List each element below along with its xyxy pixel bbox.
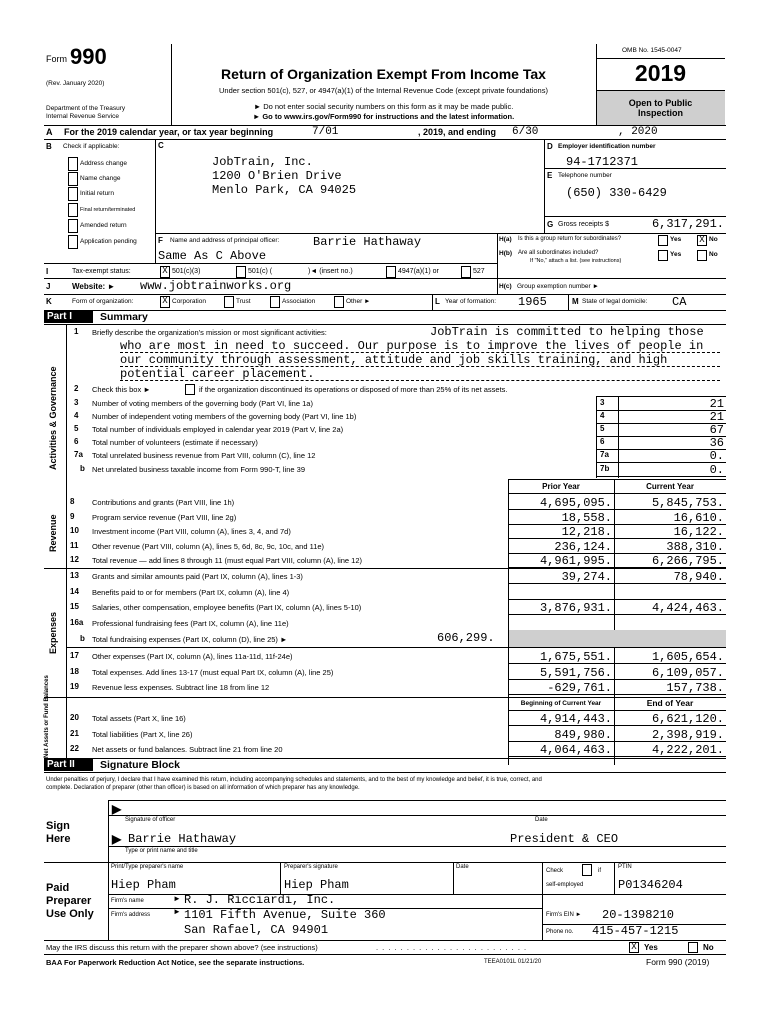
line-f-label: F bbox=[158, 236, 163, 245]
501c3-checkbox[interactable]: X bbox=[160, 266, 170, 278]
line-hb-text: Are all subordinates included? bbox=[518, 250, 599, 256]
sign-arrow-icon: ▶ bbox=[112, 802, 122, 816]
line-text: Total assets (Part X, line 16) bbox=[92, 714, 186, 723]
gov-line-value[interactable]: 21 bbox=[709, 397, 724, 411]
line-hb-note: If "No," attach a list. (see instructions) bbox=[530, 258, 622, 264]
line-text: Other revenue (Part VIII, column (A), lines 5, 6d, 8c, 9c, 10c, and 11e) bbox=[92, 541, 325, 551]
line-num: 22 bbox=[70, 744, 79, 753]
line-num: 16a bbox=[70, 617, 84, 627]
association-label: Association bbox=[282, 298, 316, 305]
line-f-text: Name and address of principal officer: bbox=[170, 237, 280, 244]
other-checkbox[interactable] bbox=[334, 296, 344, 308]
mission-line-2[interactable]: who are most in need to succeed. Our purpose is to improve the lives of people in bbox=[120, 339, 704, 353]
current-year-value[interactable]: 6,621,120. bbox=[651, 712, 724, 726]
type-name-label: Type or print name and title bbox=[125, 848, 198, 854]
firm-address-1[interactable]: 1101 Fifth Avenue, Suite 360 bbox=[184, 908, 386, 922]
mission-line-4[interactable]: potential career placement. bbox=[120, 367, 315, 381]
line-text: Program service revenue (Part VIII, line 2g) bbox=[92, 512, 237, 522]
omb-number: OMB No. 1545-0047 bbox=[622, 47, 682, 54]
line-num: 12 bbox=[70, 555, 79, 564]
use-only-label: Use Only bbox=[46, 908, 94, 920]
line-ha-label: H(a) bbox=[499, 236, 512, 243]
gov-line-num: b bbox=[80, 464, 85, 473]
self-employed-checkbox[interactable] bbox=[582, 864, 592, 876]
gross-receipts-value[interactable]: 6,317,291. bbox=[651, 217, 724, 231]
current-year-value[interactable]: 157,738. bbox=[666, 681, 724, 695]
amended-return-checkbox[interactable] bbox=[68, 219, 78, 233]
amended-return-label: Amended return bbox=[80, 222, 127, 229]
current-year-value[interactable]: 6,109,057. bbox=[651, 665, 724, 680]
line-text: Benefits paid to or for members (Part IX, column (A), line 4) bbox=[92, 587, 290, 597]
firm-name-arrow-icon: ► bbox=[173, 894, 181, 903]
final-return-label: Final return/terminated bbox=[80, 207, 136, 213]
gov-line-box: 6 bbox=[600, 437, 605, 446]
gov-line-value[interactable]: 21 bbox=[709, 410, 724, 424]
other-label: Other ► bbox=[346, 298, 371, 305]
gov-line-text: Total number of volunteers (estimate if necessary) bbox=[92, 438, 258, 447]
line-num: 15 bbox=[70, 602, 79, 611]
line-a-text: For the 2019 calendar year, or tax year beginning bbox=[64, 127, 274, 137]
firm-address-label: Firm's address bbox=[111, 912, 151, 918]
gov-line-box: 5 bbox=[600, 424, 605, 433]
line-16b-num: b bbox=[80, 634, 85, 643]
org-address[interactable]: 1200 O'Brien Drive bbox=[212, 169, 342, 183]
line-a-mid: , 2019, and ending bbox=[418, 127, 497, 137]
line-ha-text: Is this a group return for subordinates? bbox=[518, 236, 622, 242]
gov-line-num: 7a bbox=[74, 450, 83, 459]
line-i-text: Tax-exempt status: bbox=[72, 268, 131, 275]
hb-no-label: No bbox=[709, 251, 718, 258]
line-b-label: B bbox=[46, 142, 52, 151]
org-city[interactable]: Menlo Park, CA 94025 bbox=[212, 183, 357, 197]
here-label: Here bbox=[46, 833, 71, 845]
current-year-value[interactable]: 16,122. bbox=[673, 525, 724, 539]
inspection: Inspection bbox=[637, 108, 683, 118]
prep-name-label: Print/Type preparer's name bbox=[111, 864, 184, 870]
line-k-label: K bbox=[46, 297, 52, 306]
line-num: 8 bbox=[70, 497, 75, 506]
gov-line-text: Number of voting members of the governing body (Part VI, line 1a) bbox=[92, 399, 313, 408]
officer-title[interactable]: President & CEO bbox=[510, 832, 619, 846]
prior-year-value[interactable]: 1,675,551. bbox=[539, 650, 612, 664]
4947-checkbox[interactable] bbox=[386, 266, 396, 278]
line-hc-label: H(c) bbox=[499, 283, 512, 290]
line-g-label: G bbox=[547, 220, 554, 229]
prep-date-label: Date bbox=[456, 864, 469, 870]
gov-line-text: Number of independent voting members of the governing body (Part VI, line 1b) bbox=[92, 412, 357, 421]
initial-return-checkbox[interactable] bbox=[68, 187, 78, 201]
part-2-tag: Part II bbox=[44, 759, 93, 771]
gov-line-box: 7a bbox=[600, 450, 609, 459]
line-num: 18 bbox=[70, 666, 79, 676]
line-num: 9 bbox=[70, 511, 75, 521]
address-change-label: Address change bbox=[80, 160, 127, 167]
side-label-revenue: Revenue bbox=[48, 514, 58, 552]
preparer-name[interactable]: Hiep Pham bbox=[111, 878, 176, 892]
instructions-note: ► Go to www.irs.gov/Form990 for instructions and the latest information. bbox=[252, 112, 515, 121]
501c-label: 501(c) ( bbox=[248, 268, 273, 275]
ha-yes-checkbox[interactable] bbox=[658, 235, 668, 246]
line-1-text: Briefly describe the organization's mission or most significant activities: bbox=[92, 328, 327, 337]
gov-line-num: 6 bbox=[74, 437, 79, 446]
eoy-header: End of Year bbox=[646, 698, 694, 708]
name-change-label: Name change bbox=[80, 175, 121, 182]
hb-no-checkbox[interactable] bbox=[697, 250, 707, 261]
discuss-no-label: No bbox=[703, 943, 714, 952]
tax-year-end[interactable]: 6/30 bbox=[512, 126, 539, 138]
line-l-label: L bbox=[435, 297, 440, 306]
prior-year-value[interactable]: 4,961,995. bbox=[539, 554, 612, 568]
tax-year: 2019 bbox=[634, 60, 687, 86]
hb-yes-label: Yes bbox=[670, 251, 682, 258]
gov-line-text: Total unrelated business revenue from Part VIII, column (C), line 12 bbox=[92, 451, 316, 460]
gov-line-value[interactable]: 0. bbox=[709, 463, 724, 477]
ha-no-checkbox[interactable]: X bbox=[697, 235, 707, 246]
discuss-question: May the IRS discuss this return with the preparer shown above? (see instructions) bbox=[46, 943, 318, 952]
tax-year-end-year[interactable]: , 2020 bbox=[618, 126, 658, 138]
discontinued-checkbox[interactable] bbox=[185, 384, 195, 395]
initial-return-label: Initial return bbox=[80, 190, 114, 197]
gov-line-box: 4 bbox=[600, 411, 605, 420]
current-year-value[interactable]: 388,310. bbox=[666, 539, 724, 554]
check-label: Check bbox=[546, 868, 564, 874]
line-num: 10 bbox=[70, 526, 79, 535]
footer-form: Form 990 (2019) bbox=[646, 957, 710, 967]
prior-year-value[interactable]: 4,695,095. bbox=[539, 496, 612, 510]
baa-notice: BAA For Paperwork Reduction Act Notice, see the separate instructions. bbox=[46, 958, 305, 967]
form-number: 990 bbox=[70, 44, 107, 69]
527-checkbox[interactable] bbox=[461, 266, 471, 278]
gov-line-box: 3 bbox=[600, 398, 605, 407]
line-c-label: C bbox=[158, 141, 164, 150]
line-k-text: Form of organization: bbox=[72, 298, 134, 305]
sign-label: Sign bbox=[46, 820, 70, 832]
prior-year-value[interactable]: 18,558. bbox=[561, 510, 612, 525]
line-m-text: State of legal domicile: bbox=[582, 298, 648, 305]
line-text: Salaries, other compensation, employee benefits (Part IX, column (A), lines 5-10) bbox=[92, 603, 362, 612]
line-text: Revenue less expenses. Subtract line 18 from line 12 bbox=[92, 683, 270, 692]
part-2-title: Signature Block bbox=[100, 759, 180, 771]
current-year-value[interactable]: 78,940. bbox=[673, 570, 724, 584]
org-name[interactable]: JobTrain, Inc. bbox=[212, 155, 313, 169]
line-g-text: Gross receipts $ bbox=[558, 221, 609, 228]
current-year-header: Current Year bbox=[646, 482, 694, 491]
mission-line-1[interactable]: JobTrain is committed to helping those bbox=[430, 325, 704, 339]
line-e-label: E bbox=[547, 171, 553, 180]
line-e-text: Telephone number bbox=[558, 172, 612, 179]
line-1-num: 1 bbox=[74, 327, 79, 336]
prior-year-value[interactable]: 39,274. bbox=[561, 570, 612, 584]
application-pending-label: Application pending bbox=[80, 238, 137, 245]
firm-address-arrow-icon: ► bbox=[173, 907, 181, 916]
line-num: 20 bbox=[70, 713, 79, 722]
final-return-checkbox[interactable] bbox=[68, 203, 78, 217]
ptin-value[interactable]: P01346204 bbox=[618, 878, 683, 892]
corporation-label: Corporation bbox=[172, 298, 206, 305]
line-num: 13 bbox=[70, 571, 79, 580]
side-label-governance: Activities & Governance bbox=[48, 366, 58, 470]
line-2-num: 2 bbox=[74, 384, 79, 393]
firm-phone[interactable]: 415-457-1215 bbox=[592, 924, 679, 938]
form-title: Return of Organization Exempt From Income Tax bbox=[221, 66, 546, 82]
line-hb-label: H(b) bbox=[499, 250, 512, 257]
line-text: Total revenue — add lines 8 through 11 (must equal Part VIII, column (A), line 12) bbox=[92, 556, 362, 565]
prior-year-value[interactable]: 3,876,931. bbox=[539, 601, 612, 615]
if-label: if bbox=[598, 868, 601, 874]
form-code: TEEA0101L 01/21/20 bbox=[484, 959, 542, 965]
ha-yes-label: Yes bbox=[670, 236, 682, 243]
prep-sig-label: Preparer's signature bbox=[284, 864, 338, 870]
line-m-label: M bbox=[572, 297, 579, 306]
discuss-yes-checkbox[interactable]: X bbox=[629, 942, 639, 953]
gov-line-box: 7b bbox=[600, 464, 610, 473]
application-pending-checkbox[interactable] bbox=[68, 235, 78, 249]
preparer-signature[interactable]: Hiep Pham bbox=[284, 878, 349, 892]
date-label: Date bbox=[535, 817, 548, 823]
state-value[interactable]: CA bbox=[672, 295, 687, 309]
line-text: Professional fundraising fees (Part IX, column (A), line 11e) bbox=[92, 618, 289, 628]
prior-year-value[interactable]: 5,591,756. bbox=[539, 665, 612, 680]
side-label-net-assets: Net Assets or Fund Balances bbox=[44, 675, 50, 758]
firm-ein[interactable]: 20-1398210 bbox=[602, 908, 675, 922]
line-l-text: Year of formation: bbox=[445, 298, 497, 305]
perjury-line-1: Under penalties of perjury, I declare that I have examined this return, including accompanying schedules and statements, and to the best of my knowledge and belief, it is true, correct, and bbox=[46, 777, 542, 783]
irs-label: Internal Revenue Service bbox=[46, 113, 119, 120]
gov-line-num: 4 bbox=[74, 411, 79, 420]
website-value[interactable]: www.jobtrainworks.org bbox=[140, 279, 292, 293]
form-revision: (Rev. January 2020) bbox=[46, 80, 105, 87]
prior-year-value[interactable]: 236,124. bbox=[554, 539, 612, 554]
boy-header: Beginning of Current Year bbox=[520, 700, 602, 707]
formation-year[interactable]: 1965 bbox=[518, 295, 547, 309]
gov-line-num: 5 bbox=[74, 424, 79, 433]
paid-label: Paid bbox=[46, 882, 70, 894]
treasury-dept: Department of the Treasury bbox=[46, 105, 126, 112]
line-b-text: Check if applicable: bbox=[63, 143, 120, 150]
insert-no-label: )◄ (insert no.) bbox=[308, 268, 353, 275]
association-checkbox[interactable] bbox=[270, 296, 280, 308]
preparer-label: Preparer bbox=[46, 895, 92, 907]
current-year-value[interactable]: 4,424,463. bbox=[651, 601, 724, 615]
prior-year-value[interactable]: 4,914,443. bbox=[539, 712, 612, 726]
perjury-line-2: complete. Declaration of preparer (other than officer) is based on all information of which preparer has any knowledge. bbox=[46, 785, 360, 791]
part-1-title: Summary bbox=[100, 311, 148, 323]
self-employed-label: self-employed bbox=[546, 882, 584, 888]
prior-year-value[interactable]: 12,218. bbox=[561, 525, 612, 539]
line-j-label: J bbox=[46, 282, 51, 291]
corporation-checkbox[interactable]: X bbox=[160, 296, 170, 308]
4947-label: 4947(a)(1) or bbox=[398, 268, 439, 275]
officer-name[interactable]: Barrie Hathaway bbox=[128, 832, 237, 846]
line-num: 14 bbox=[70, 586, 79, 596]
line-d-text: Employer identification number bbox=[558, 143, 656, 150]
527-label: 527 bbox=[473, 268, 485, 275]
firm-name-label: Firm's name bbox=[111, 898, 144, 904]
line-text: Investment income (Part VIII, column (A), lines 3, 4, and 7d) bbox=[92, 527, 291, 536]
line-num: 19 bbox=[70, 682, 79, 691]
current-year-value[interactable]: 2,398,919. bbox=[651, 727, 724, 742]
current-year-value[interactable]: 6,266,795. bbox=[651, 554, 724, 568]
tax-year-begin[interactable]: 7/01 bbox=[312, 126, 339, 138]
501c-checkbox[interactable] bbox=[236, 266, 246, 278]
phone-value[interactable]: (650) 330-6429 bbox=[566, 186, 667, 200]
name-change-checkbox[interactable] bbox=[68, 172, 78, 186]
name-arrow-icon: ▶ bbox=[112, 832, 122, 846]
gov-line-value[interactable]: 0. bbox=[709, 449, 724, 463]
gov-line-value[interactable]: 36 bbox=[709, 436, 724, 450]
line-text: Grants and similar amounts paid (Part IX, column (A), lines 1-3) bbox=[92, 572, 303, 581]
firm-name[interactable]: R. J. Ricciardi, Inc. bbox=[184, 893, 336, 907]
line-16b-text: Total fundraising expenses (Part IX, column (D), line 25) ► bbox=[92, 635, 288, 644]
ssn-note: ► Do not enter social security numbers on this form as it may be made public. bbox=[253, 102, 514, 111]
gov-line-text: Net unrelated business taxable income from Form 990-T, line 39 bbox=[92, 465, 306, 474]
current-year-value[interactable]: 16,610. bbox=[673, 510, 724, 525]
discuss-yes-label: Yes bbox=[644, 943, 658, 952]
phone-label: Phone no. bbox=[546, 929, 574, 935]
current-year-value[interactable]: 1,605,654. bbox=[651, 650, 724, 664]
line-16b-value[interactable]: 606,299. bbox=[437, 631, 495, 645]
firm-ein-label: Firm's EIN ► bbox=[546, 912, 582, 918]
line-text: Contributions and grants (Part VIII, line 1h) bbox=[92, 498, 235, 507]
principal-officer-address[interactable]: Same As C Above bbox=[158, 249, 267, 263]
line-d-label: D bbox=[547, 142, 553, 151]
prior-year-header: Prior Year bbox=[542, 482, 580, 491]
line-num: 17 bbox=[70, 651, 79, 660]
form-label: Form bbox=[46, 54, 67, 64]
hb-yes-checkbox[interactable] bbox=[658, 250, 668, 261]
line-text: Total expenses. Add lines 13-17 (must equal Part IX, column (A), line 25) bbox=[92, 667, 334, 677]
prior-year-value[interactable]: 849,980. bbox=[554, 727, 612, 742]
line-a-label: A bbox=[46, 127, 53, 137]
form-subtitle: Under section 501(c), 527, or 4947(a)(1) of the Internal Revenue Code (except private foundations) bbox=[219, 86, 548, 95]
discuss-no-checkbox[interactable] bbox=[688, 942, 698, 953]
gov-line-value[interactable]: 67 bbox=[709, 423, 724, 437]
discuss-leader: . . . . . . . . . . . . . . . . . . . . . . . . . bbox=[376, 943, 528, 952]
trust-checkbox[interactable] bbox=[224, 296, 234, 308]
line-num: 21 bbox=[70, 728, 79, 738]
ptin-label: PTIN bbox=[618, 864, 632, 870]
ein-value[interactable]: 94-1712371 bbox=[566, 155, 639, 169]
trust-label: Trust bbox=[236, 298, 251, 305]
prior-year-value[interactable]: 4,064,463. bbox=[539, 743, 612, 757]
line-text: Total liabilities (Part X, line 26) bbox=[92, 729, 193, 739]
mission-line-3[interactable]: our community through assessment, attitude and job skills training, and high bbox=[120, 353, 668, 367]
address-change-checkbox[interactable] bbox=[68, 157, 78, 171]
501c3-label: 501(c)(3) bbox=[172, 268, 201, 275]
open-to-public: Open to Public bbox=[628, 98, 693, 108]
line-num: 11 bbox=[70, 540, 79, 550]
ha-no-label: No bbox=[709, 236, 718, 243]
gov-line-num: 3 bbox=[74, 398, 79, 407]
current-year-value[interactable]: 5,845,753. bbox=[651, 496, 724, 510]
principal-officer-name[interactable]: Barrie Hathaway bbox=[313, 235, 422, 249]
part-1-tag: Part I bbox=[44, 311, 93, 323]
line-text: Other expenses (Part IX, column (A), lines 11a-11d, 11f-24e) bbox=[92, 652, 293, 661]
prior-year-value[interactable]: -629,761. bbox=[547, 681, 612, 695]
line-2-text: Check this box ► bbox=[92, 385, 151, 394]
line-2-rest: if the organization discontinued its operations or disposed of more than 25% of its net assets. bbox=[199, 385, 508, 394]
firm-address-2[interactable]: San Rafael, CA 94901 bbox=[184, 923, 329, 937]
side-label-expenses: Expenses bbox=[48, 611, 58, 654]
signature-label: Signature of officer bbox=[125, 817, 176, 823]
line-text: Net assets or fund balances. Subtract line 21 from line 20 bbox=[92, 745, 283, 754]
current-year-value[interactable]: 4,222,201. bbox=[651, 743, 724, 757]
line-j-text: Website: ► bbox=[72, 282, 116, 291]
line-i-label: I bbox=[46, 267, 49, 276]
gov-line-text: Total number of individuals employed in calendar year 2019 (Part V, line 2a) bbox=[92, 425, 344, 434]
line-hc-text: Group exemption number ► bbox=[517, 283, 599, 290]
